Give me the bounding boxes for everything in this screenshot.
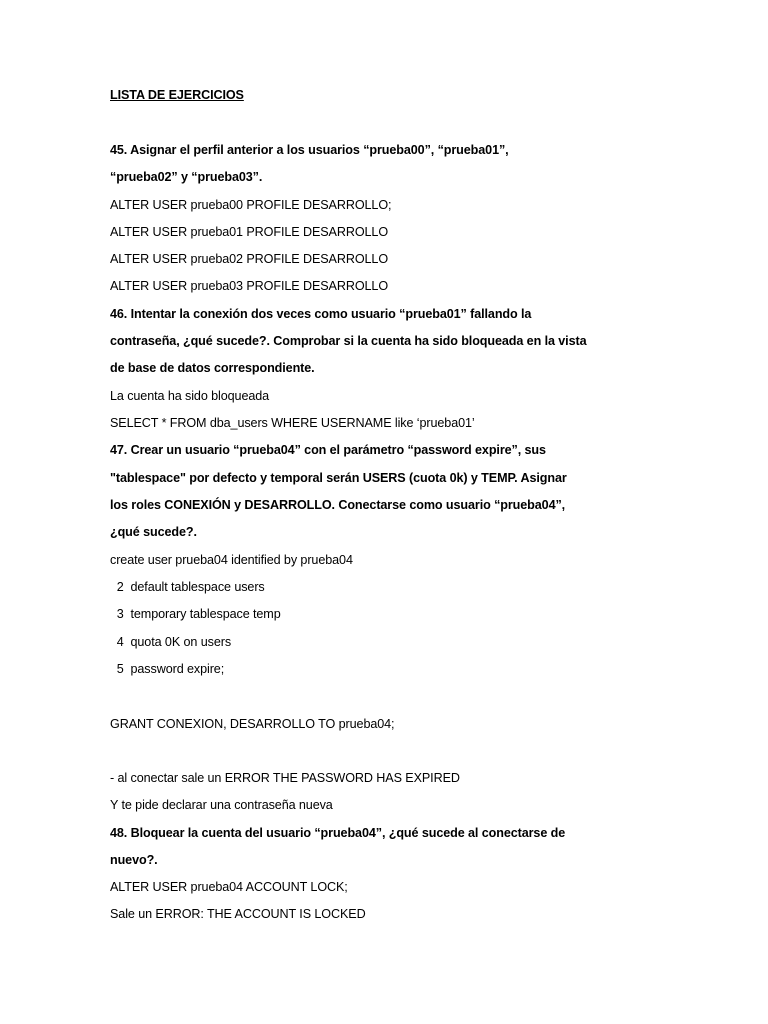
exercise-48-line-2: nuevo?.	[110, 853, 158, 867]
exercise-46-line-1: 46. Intentar la conexión dos veces como usuario “prueba01” fallando la	[110, 307, 532, 321]
document-title: LISTA DE EJERCICIOS	[110, 88, 244, 102]
answer-line: Sale un ERROR: THE ACCOUNT IS LOCKED	[110, 907, 366, 921]
exercise-47-line-3: los roles CONEXIÓN y DESARROLLO. Conectarse como usuario “prueba04”,	[110, 498, 566, 512]
sql-line: SELECT * FROM dba_users WHERE USERNAME like ‘prueba01’	[110, 416, 475, 430]
answer-line: - al conectar sale un ERROR THE PASSWORD HAS EXPIRED	[110, 771, 460, 785]
answer-line: La cuenta ha sido bloqueada	[110, 389, 270, 403]
sql-line: create user prueba04 identified by prueba04	[110, 553, 353, 567]
exercise-48-line-1: 48. Bloquear la cuenta del usuario “prueba04”, ¿qué sucede al conectarse de	[110, 826, 566, 840]
exercise-45-line-1: 45. Asignar el perfil anterior a los usuarios “prueba00”, “prueba01”,	[110, 143, 509, 157]
sql-line: ALTER USER prueba01 PROFILE DESARROLLO	[110, 225, 389, 239]
sql-line: 4 quota 0K on users	[110, 635, 232, 649]
sql-line: ALTER USER prueba03 PROFILE DESARROLLO	[110, 279, 389, 293]
sql-line: ALTER USER prueba02 PROFILE DESARROLLO	[110, 252, 389, 266]
sql-line: 5 password expire;	[110, 662, 225, 676]
exercise-47-line-1: 47. Crear un usuario “prueba04” con el parámetro “password expire”, sus	[110, 443, 546, 457]
sql-line: ALTER USER prueba04 ACCOUNT LOCK;	[110, 880, 348, 894]
sql-line: ALTER USER prueba00 PROFILE DESARROLLO;	[110, 198, 392, 212]
exercise-46-line-3: de base de datos correspondiente.	[110, 361, 315, 375]
exercise-45-line-2: “prueba02” y “prueba03”.	[110, 170, 263, 184]
exercise-47-line-2: "tablespace" por defecto y temporal serán USERS (cuota 0k) y TEMP. Asignar	[110, 471, 567, 485]
sql-line: 3 temporary tablespace temp	[110, 607, 281, 621]
exercise-47-line-4: ¿qué sucede?.	[110, 525, 197, 539]
sql-line: GRANT CONEXION, DESARROLLO TO prueba04;	[110, 717, 395, 731]
answer-line: Y te pide declarar una contraseña nueva	[110, 798, 333, 812]
sql-line: 2 default tablespace users	[110, 580, 265, 594]
exercise-46-line-2: contraseña, ¿qué sucede?. Comprobar si la cuenta ha sido bloqueada en la vista	[110, 334, 587, 348]
